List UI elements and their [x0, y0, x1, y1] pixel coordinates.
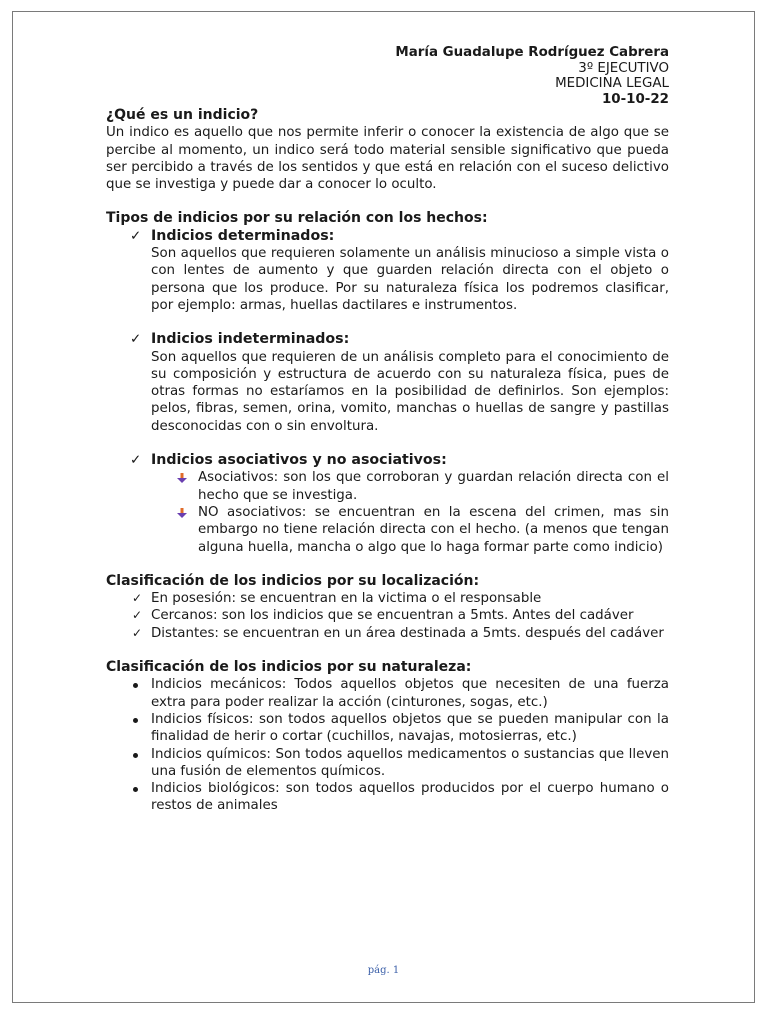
type-item-title: Indicios asociativos y no asociativos:	[151, 452, 447, 469]
type-item-text: Son aquellos que requieren solamente un análisis minucioso a simple vista o con lentes de aumento y que guarden relación directa con el objeto o persona que los produce. Por su naturaleza física los podremos clasificar, por ejemplo: armas, huellas dactilares e instrumentos.	[151, 246, 669, 313]
list-item: ✓ Cercanos: son los indicios que se encuentran a 5mts. Antes del cadáver	[132, 608, 634, 624]
section4-title: Clasificación de los indicios por su naturaleza:	[106, 659, 472, 676]
list-item: Indicios físicos: son todos aquellos objetos que se pueden manipular con la finalidad de herir o cortar (cuchillos, navajas, motosierras, etc.)	[106, 711, 669, 746]
type-item-indeterminados	[106, 331, 669, 435]
document-page	[12, 11, 755, 1003]
section3-title: Clasificación de los indicios por su localización:	[106, 572, 480, 589]
section1-text: Un indico es aquello que nos permite inferir o conocer la existencia de algo que se percibe al momento, un indico será todo material sensible significativo que pueda ser percibido a través de los sentidos y que está en relación con el suceso delictivo que se investiga y puede dar a conocer lo oculto.	[106, 125, 669, 193]
page-number: pág. 1	[367, 965, 400, 976]
check-icon: ✓	[130, 228, 142, 244]
arrow-bullet-icon	[176, 472, 188, 484]
bullet-dot-icon	[133, 718, 138, 723]
subject-label: MEDICINA LEGAL	[555, 76, 669, 91]
type-item-title: Indicios indeterminados:	[151, 331, 350, 348]
type-item-asociativos	[106, 452, 669, 469]
bullet-dot-icon	[133, 787, 138, 792]
type-item-determinados	[106, 228, 669, 314]
bullet-dot-icon	[133, 753, 138, 758]
check-icon: ✓	[132, 625, 143, 640]
section1-title: ¿Qué es un indicio?	[106, 107, 259, 123]
list-item: ✓ En posesión: se encuentran en la victima o el responsable	[132, 591, 542, 607]
check-icon: ✓	[132, 608, 143, 623]
author-name: María Guadalupe Rodríguez Cabrera	[395, 45, 669, 60]
group-label: 3º EJECUTIVO	[578, 60, 669, 76]
asociativos-list	[106, 469, 669, 555]
check-icon: ✓	[132, 591, 143, 606]
list-item: Indicios biológicos: son todos aquellos producidos por el cuerpo humano o restos de animales	[106, 780, 669, 815]
date-label: 10-10-22	[601, 91, 669, 107]
type-item-text: Son aquellos que requieren de un análisis completo para el conocimiento de su composición y estructura de acuerdo con su naturaleza física, pues de otras formas no estaríamos en la posibilidad de definirlos. Son ejemplos: pelos, fibras, semen, orina, vomito, manchas o huellas de sangre y pastillas desconocidas con o sin envoltura.	[151, 349, 669, 434]
section2-title: Tipos de indicios por su relación con los hechos:	[106, 210, 488, 227]
arrow-bullet-icon	[176, 507, 188, 519]
naturaleza-list	[106, 676, 669, 814]
list-item: ✓ Distantes: se encuentran en un área destinada a 5mts. después del cadáver	[132, 625, 664, 641]
list-item: Asociativos: son los que corroboran y guardan relación directa con el hecho que se investiga.	[106, 469, 669, 504]
check-icon: ✓	[130, 332, 142, 348]
check-icon: ✓	[130, 453, 142, 469]
document-content	[106, 45, 669, 815]
localizacion-list	[106, 590, 669, 642]
bullet-dot-icon	[133, 683, 138, 688]
document-header	[106, 45, 669, 107]
type-item-title: Indicios determinados:	[151, 227, 335, 244]
list-item: Indicios mecánicos: Todos aquellos objetos que necesiten de una fuerza extra para poder realizar la acción (cinturones, sogas, etc.)	[106, 676, 669, 711]
list-item: Indicios químicos: Son todos aquellos medicamentos o sustancias que lleven una fusión de elementos químicos.	[106, 746, 669, 781]
list-item: NO asociativos: se encuentran en la escena del crimen, mas sin embargo no tiene relación directa con el hecho. (a menos que tengan alguna huella, mancha o algo que lo haga formar parte como indicio)	[106, 504, 669, 556]
